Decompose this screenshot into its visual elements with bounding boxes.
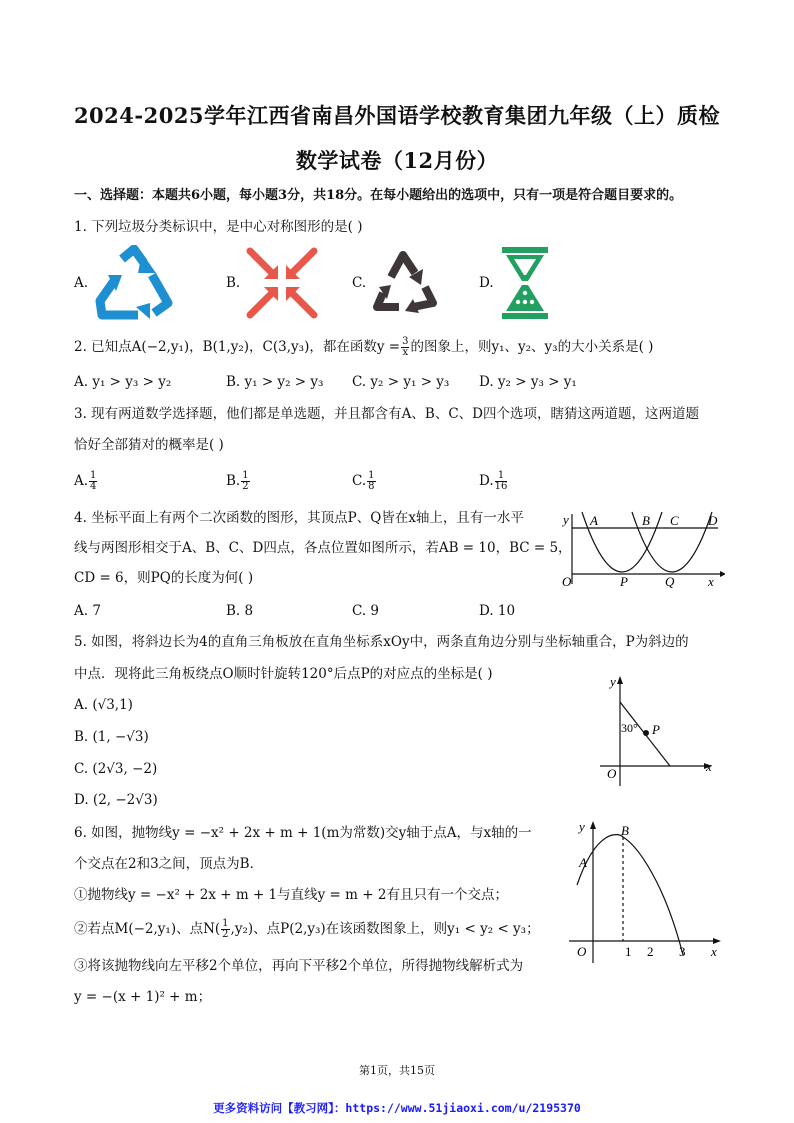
q6-y-label: y: [579, 819, 585, 834]
q5-option-b: B. (1, −√3): [74, 729, 149, 745]
q5-point-p: P: [652, 722, 660, 737]
q4-figure: [560, 510, 725, 588]
page-footer: 第1页，共15页: [359, 1064, 435, 1077]
q3-option-a-label: A.: [74, 473, 89, 489]
q6-origin: O: [577, 944, 587, 959]
q6-item-2-den: 2: [222, 929, 229, 940]
q2-option-d: D. y₂ > y₃ > y₁: [479, 374, 577, 390]
q6-x-label: x: [711, 944, 717, 959]
q2-stem-pre: 2. 已知点A(−2,y₁)，B(1,y₂)，C(3,y₃)，都在函数y =: [74, 339, 401, 355]
q6-stem-line2: 个交点在2和3之间，顶点为B．: [74, 856, 264, 872]
section-heading: 一、选择题：本题共6小题，每小题3分，共18分。在每小题给出的选项中，只有一项是符合题目要求的。: [74, 188, 683, 203]
q5-y-label: y: [610, 674, 616, 689]
q2-option-c: C. y₂ > y₁ > y₃: [352, 374, 450, 390]
q4-point-a: A: [590, 513, 598, 528]
q3-option-c: [352, 471, 377, 492]
q6-stem-line1: 6. 如图，抛物线y = −x² + 2x + m + 1(m为常数)交y轴于点A，与x轴的一: [74, 825, 532, 841]
q6-item-2-pre: ②若点M(−2,y₁)、点N(: [74, 921, 221, 937]
q6-item-3b: y = −(x + 1)² + m；: [74, 989, 212, 1005]
q3-a-den: 4: [90, 481, 97, 492]
q3-c-den: 8: [368, 481, 375, 492]
q2-frac-den: x: [402, 347, 409, 358]
q2-stem-post: 的图象上，则y₁、y₂、y₃的大小关系是( ): [410, 339, 654, 355]
q1-option-a-label: A.: [74, 275, 89, 291]
hourglass-icon: [500, 247, 550, 319]
q4-origin: O: [562, 574, 572, 588]
q4-y-label: y: [563, 512, 569, 527]
q4-option-c: C. 9: [352, 603, 380, 619]
recycle-icon: [92, 245, 176, 321]
dark-recycle-icon: [369, 247, 441, 319]
q5-figure: [596, 672, 724, 790]
resource-link[interactable]: 更多资料访问【教习网】：https://www.51jiaoxi.com/u/2195370: [213, 1101, 581, 1115]
q5-option-a: A. (√3,1): [74, 697, 133, 713]
q5-option-c: C. (2√3, −2): [74, 761, 158, 777]
q3-stem-line2: 恰好全部猜对的概率是( ): [74, 437, 224, 453]
q6-point-a: A: [579, 855, 587, 870]
q6-figure: [565, 815, 725, 965]
q5-option-d: D. (2, −2√3): [74, 792, 158, 808]
q4-point-p: P: [620, 574, 628, 588]
q6-item-2-post: ,y₂)、点P(2,y₃)在该函数图象上，则y₁ < y₂ < y₃；: [230, 921, 540, 937]
q3-option-d: [479, 471, 508, 492]
q4-point-d: D: [708, 513, 718, 528]
q4-option-a: A. 7: [74, 603, 101, 619]
q6-item-2: [74, 919, 540, 940]
q3-option-b: [226, 471, 251, 492]
q4-stem-line1: 4. 坐标平面上有两个二次函数的图形，其顶点P、Q皆在x轴上，且有一水平: [74, 510, 524, 526]
q6-item-2-num: 1: [222, 918, 229, 929]
q5-angle-label: 30°: [621, 721, 638, 735]
q1-option-d-label: D.: [479, 275, 494, 291]
q1-option-c-label: C.: [352, 275, 367, 291]
q5-stem-line2: 中点．现将此三角板绕点O顺时针旋转120°后点P的对应点的坐标是( ): [74, 666, 493, 682]
q6-point-b: B: [621, 823, 629, 838]
q2-frac-num: 3: [402, 336, 409, 347]
q6-item-1: ①抛物线y = −x² + 2x + m + 1与直线y = m + 2有且只有一个交点；: [74, 887, 508, 903]
inward-arrows-icon: [244, 245, 320, 321]
q3-stem-line1: 3. 现有两道数学选择题，他们都是单选题，并且都含有A、B、C、D四个选项，瞎猜这两道题，这两道题: [74, 406, 699, 422]
q4-option-b: B. 8: [226, 603, 254, 619]
page-title: 2024-2025学年江西省南昌外国语学校教育集团九年级（上）质检: [73, 103, 721, 128]
q5-x-label: x: [706, 759, 712, 774]
q1-stem: 1. 下列垃圾分类标识中，是中心对称图形的是( ): [74, 219, 363, 235]
q4-point-b: B: [642, 513, 650, 528]
q4-option-d: D. 10: [479, 603, 516, 619]
q3-a-num: 1: [90, 470, 97, 481]
q4-x-label: x: [708, 574, 714, 588]
q2-option-b: B. y₁ > y₂ > y₃: [226, 374, 324, 390]
q3-d-num: 1: [495, 471, 508, 482]
q1-option-b-label: B.: [226, 275, 241, 291]
q4-point-c: C: [670, 513, 679, 528]
q6-tick-2: 2: [647, 944, 654, 959]
q3-option-c-label: C.: [352, 473, 367, 489]
q2-fraction: [401, 337, 409, 358]
q5-stem-line1: 5. 如图，将斜边长为4的直角三角板放在直角坐标系xOy中，两条直角边分别与坐标轴重合，P为斜边的: [74, 634, 689, 650]
q6-item-3: ③将该抛物线向左平移2个单位，再向下平移2个单位，所得抛物线解析式为: [74, 958, 524, 974]
q2-stem: [74, 337, 653, 358]
q5-origin: O: [607, 766, 617, 781]
q4-stem-line3: CD = 6，则PQ的长度为何( ): [74, 570, 254, 586]
q3-option-b-label: B.: [226, 473, 241, 489]
page-subtitle: 数学试卷（12月份）: [295, 148, 499, 173]
q3-d-den: 16: [494, 481, 508, 492]
q4-point-q: Q: [665, 574, 675, 588]
q3-c-num: 1: [368, 470, 375, 481]
q3-b-den: 2: [242, 481, 249, 492]
q3-option-a: [74, 471, 98, 492]
q3-option-d-label: D.: [479, 473, 494, 489]
q6-tick-1: 1: [625, 944, 632, 959]
q6-tick-3: 3: [679, 944, 686, 959]
q2-option-a: A. y₁ > y₃ > y₂: [74, 374, 172, 390]
q3-b-num: 1: [242, 470, 249, 481]
q4-stem-line2: 线与两图形相交于A、B、C、D四点，各点位置如图所示，若AB = 10，BC = 5，: [74, 540, 572, 556]
